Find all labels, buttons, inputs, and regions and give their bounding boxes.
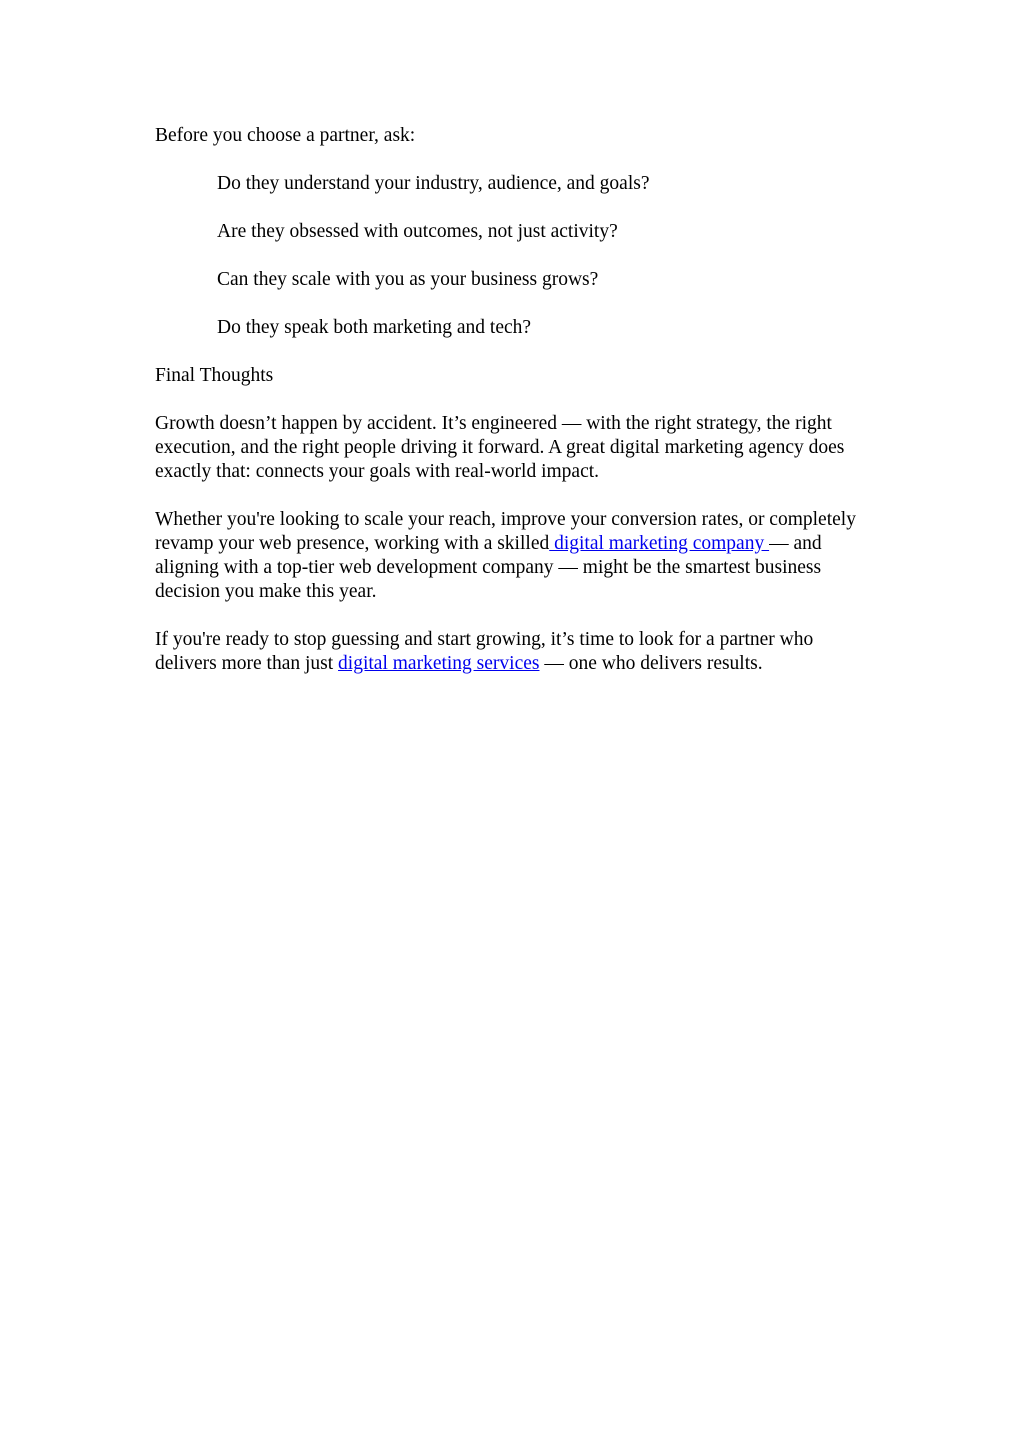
paragraph-ready-after: — one who delivers results. xyxy=(539,653,763,674)
question-item: Do they understand your industry, audience, and goals? xyxy=(217,173,650,194)
question-list xyxy=(155,172,875,340)
paragraph-growth: Growth doesn’t happen by accident. It’s engineered — with the right strategy, the right execution, and the right people driving it forward. A great digital marketing agency does exactly that: connects your goals with real-world impact. xyxy=(155,413,845,482)
paragraph-whether-after: — and aligning with a top-tier web development company — might be the smartest business decision you make this year. xyxy=(155,533,822,602)
paragraph-ready-before: If you're ready to stop guessing and start growing, it’s time to look for a partner who delivers more than just xyxy=(155,629,814,674)
paragraph-whether xyxy=(155,508,875,604)
paragraph-ready xyxy=(155,628,875,676)
digital-marketing-services-link[interactable]: digital marketing services xyxy=(338,653,540,674)
question-item: Can they scale with you as your business grows? xyxy=(217,269,599,290)
intro-text: Before you choose a partner, ask: xyxy=(155,125,416,146)
section-heading: Final Thoughts xyxy=(155,365,274,386)
question-item: Do they speak both marketing and tech? xyxy=(217,317,532,338)
question-item: Are they obsessed with outcomes, not just activity? xyxy=(217,221,618,242)
paragraph-whether-before: Whether you're looking to scale your reach, improve your conversion rates, or completely revamp your web presence, working with a skilled xyxy=(155,509,856,554)
digital-marketing-company-link[interactable]: digital marketing company xyxy=(549,533,770,554)
document-page xyxy=(155,124,875,700)
